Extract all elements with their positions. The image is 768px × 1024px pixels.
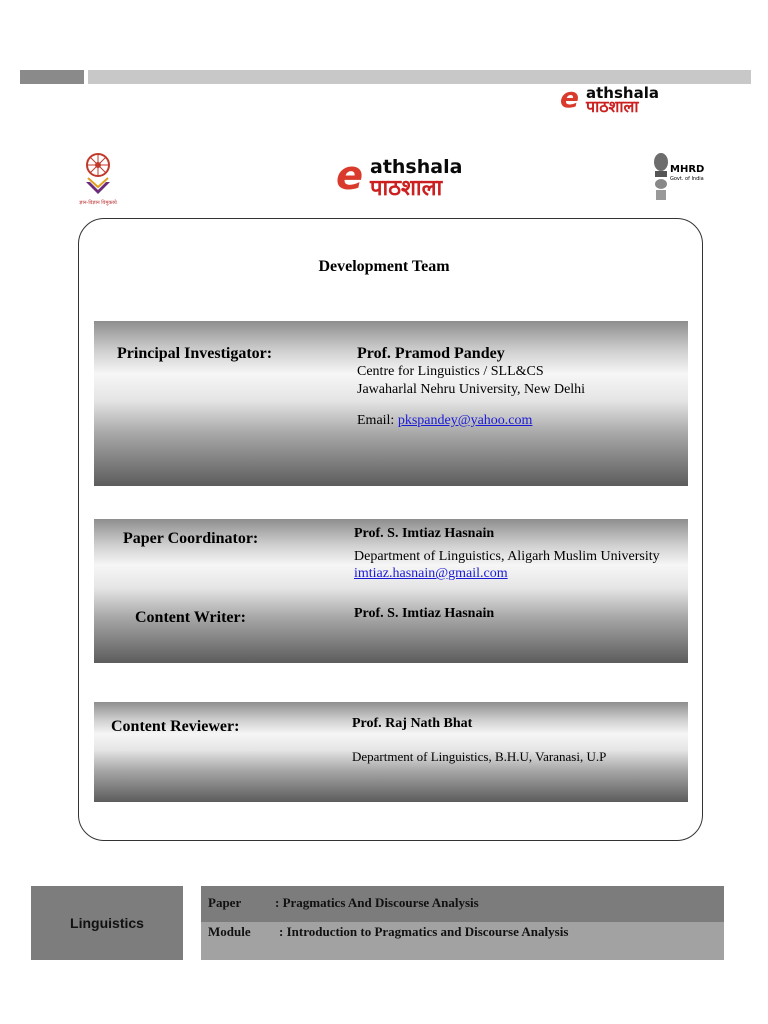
footer-paper-label: Paper <box>208 895 242 910</box>
mhrd-logo <box>652 150 712 210</box>
footer-subject-box <box>31 886 183 960</box>
mhrd-title: MHRD <box>670 164 705 175</box>
epathshala-logo-main <box>336 150 476 206</box>
lion-capital-icon <box>652 150 670 206</box>
pi-email-link[interactable]: pkspandey@yahoo.com <box>397 413 533 428</box>
footer-info-box <box>201 886 724 960</box>
epathshala-logo-header <box>560 80 680 116</box>
mhrd-subtitle: Govt. of India <box>670 176 704 182</box>
footer-module-row <box>201 922 724 960</box>
coordinator-dept: Department of Linguistics, Aligarh Muslim University <box>354 549 660 564</box>
logo-devanagari-text: पाठशाला <box>586 97 639 116</box>
pi-email-row <box>357 413 532 429</box>
pi-panel <box>94 321 688 486</box>
logo-e: e <box>560 81 579 114</box>
coordinator-name: Prof. S. Imtiaz Hasnain <box>354 526 495 541</box>
coordinator-panel <box>94 519 688 663</box>
footer-paper-row <box>201 886 724 922</box>
page-title: Development Team <box>318 258 450 275</box>
writer-name: Prof. S. Imtiaz Hasnain <box>354 606 495 621</box>
coordinator-email-link[interactable]: imtiaz.hasnain@gmail.com <box>354 566 508 581</box>
footer-subject: Linguistics <box>70 915 144 931</box>
pi-university: Jawaharlal Nehru University, New Delhi <box>357 382 586 397</box>
reviewer-dept: Department of Linguistics, B.H.U, Varanasi, U.P <box>352 749 607 764</box>
reviewer-panel <box>94 702 688 802</box>
header-bar-dark <box>20 70 84 84</box>
logo-e: e <box>336 153 364 199</box>
wheel-emblem-icon <box>76 150 120 200</box>
reviewer-role-label: Content Reviewer: <box>111 718 240 735</box>
logo-devanagari-text: पाठशाला <box>370 176 443 201</box>
footer-module-label: Module <box>208 924 251 939</box>
reviewer-name: Prof. Raj Nath Bhat <box>352 716 473 731</box>
pi-email-label: Email: <box>357 413 398 428</box>
pi-name: Prof. Pramod Pandey <box>357 345 505 362</box>
ugc-caption: ज्ञान-विज्ञान विमुक्तये <box>79 200 117 206</box>
coordinator-role-label: Paper Coordinator: <box>123 530 259 547</box>
footer-module-value: : Introduction to Pragmatics and Discourse Analysis <box>279 924 569 939</box>
logo-latin-text: athshala <box>370 156 463 178</box>
pi-dept: Centre for Linguistics / SLL&CS <box>357 364 544 379</box>
ugc-emblem-logo <box>76 150 120 210</box>
logo-latin-text: athshala <box>586 84 659 102</box>
writer-role-label: Content Writer: <box>135 609 246 626</box>
footer-paper-value: : Pragmatics And Discourse Analysis <box>275 895 479 910</box>
pi-role-label: Principal Investigator: <box>117 345 273 362</box>
